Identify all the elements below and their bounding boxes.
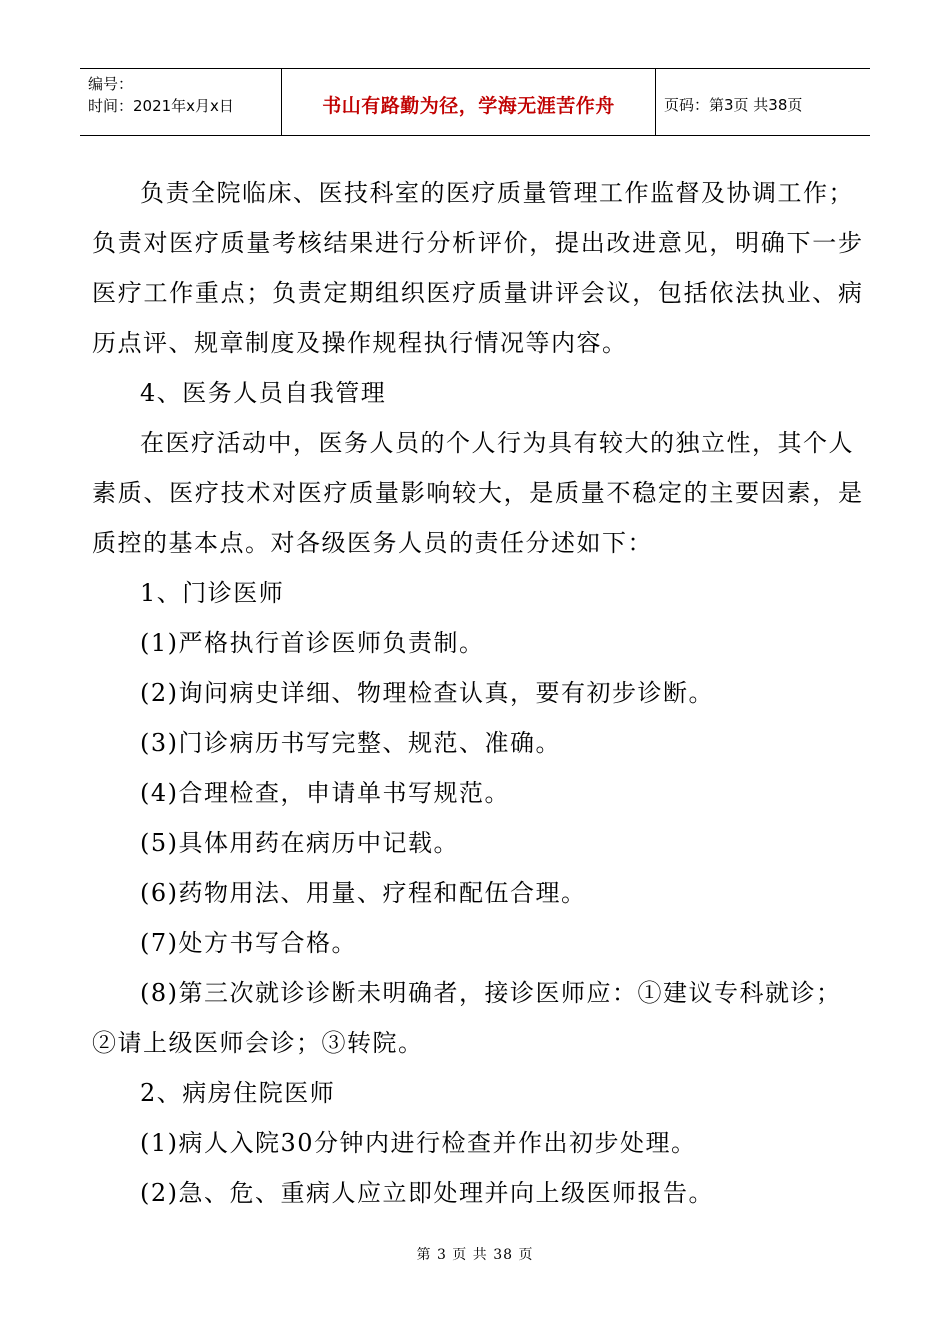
list-item: (1)病人入院30分钟内进行检查并作出初步处理。 [140, 1129, 697, 1157]
list-item: (2)急、危、重病人应立即处理并向上级医师报告。 [140, 1179, 714, 1207]
paragraph-line: 在医疗活动中，医务人员的个人行为具有较大的独立性，其个人 [140, 429, 854, 457]
list-item: (3)门诊病历书写完整、规范、准确。 [140, 729, 561, 757]
section-heading: 2、病房住院医师 [140, 1079, 336, 1107]
paragraph-line: 素质、医疗技术对医疗质量影响较大，是质量不稳定的主要因素，是 [92, 479, 862, 507]
header-meta-cell [80, 69, 282, 135]
document-body [92, 168, 862, 1218]
section-heading: 1、门诊医师 [140, 579, 285, 607]
header-page-info: 页码：第3页 共38页 [664, 95, 803, 114]
document-number-label: 编号： [88, 75, 134, 93]
list-item: (8)第三次就诊诊断未明确者，接诊医师应：①建议专科就诊； [140, 979, 842, 1007]
list-item: (2)询问病史详细、物理检查认真，要有初步诊断。 [140, 679, 714, 707]
paragraph-line: 医疗工作重点；负责定期组织医疗质量讲评会议，包括依法执业、病 [92, 279, 862, 307]
list-item: (1)严格执行首诊医师负责制。 [140, 629, 485, 657]
list-item: (4)合理检查，申请单书写规范。 [140, 779, 510, 807]
document-time-label: 时间：2021年x月x日 [88, 97, 234, 115]
page-footer: 第 3 页 共 38 页 [416, 1247, 534, 1263]
paragraph-line: 负责对医疗质量考核结果进行分析评价，提出改进意见，明确下一步 [92, 229, 862, 257]
paragraph-line: 负责全院临床、医技科室的医疗质量管理工作监督及协调工作； [140, 179, 854, 207]
document-header [80, 68, 870, 136]
header-motto: 书山有路勤为径，学海无涯苦作舟 [282, 69, 656, 135]
list-item: (6)药物用法、用量、疗程和配伍合理。 [140, 879, 587, 907]
list-item-continuation: ②请上级医师会诊；③转院。 [92, 1029, 424, 1057]
list-item: (5)具体用药在病历中记载。 [140, 829, 459, 857]
paragraph-line: 质控的基本点。对各级医务人员的责任分述如下： [92, 529, 653, 557]
section-heading: 4、医务人员自我管理 [140, 379, 387, 407]
paragraph-line: 历点评、规章制度及操作规程执行情况等内容。 [92, 329, 628, 357]
list-item: (7)处方书写合格。 [140, 929, 357, 957]
